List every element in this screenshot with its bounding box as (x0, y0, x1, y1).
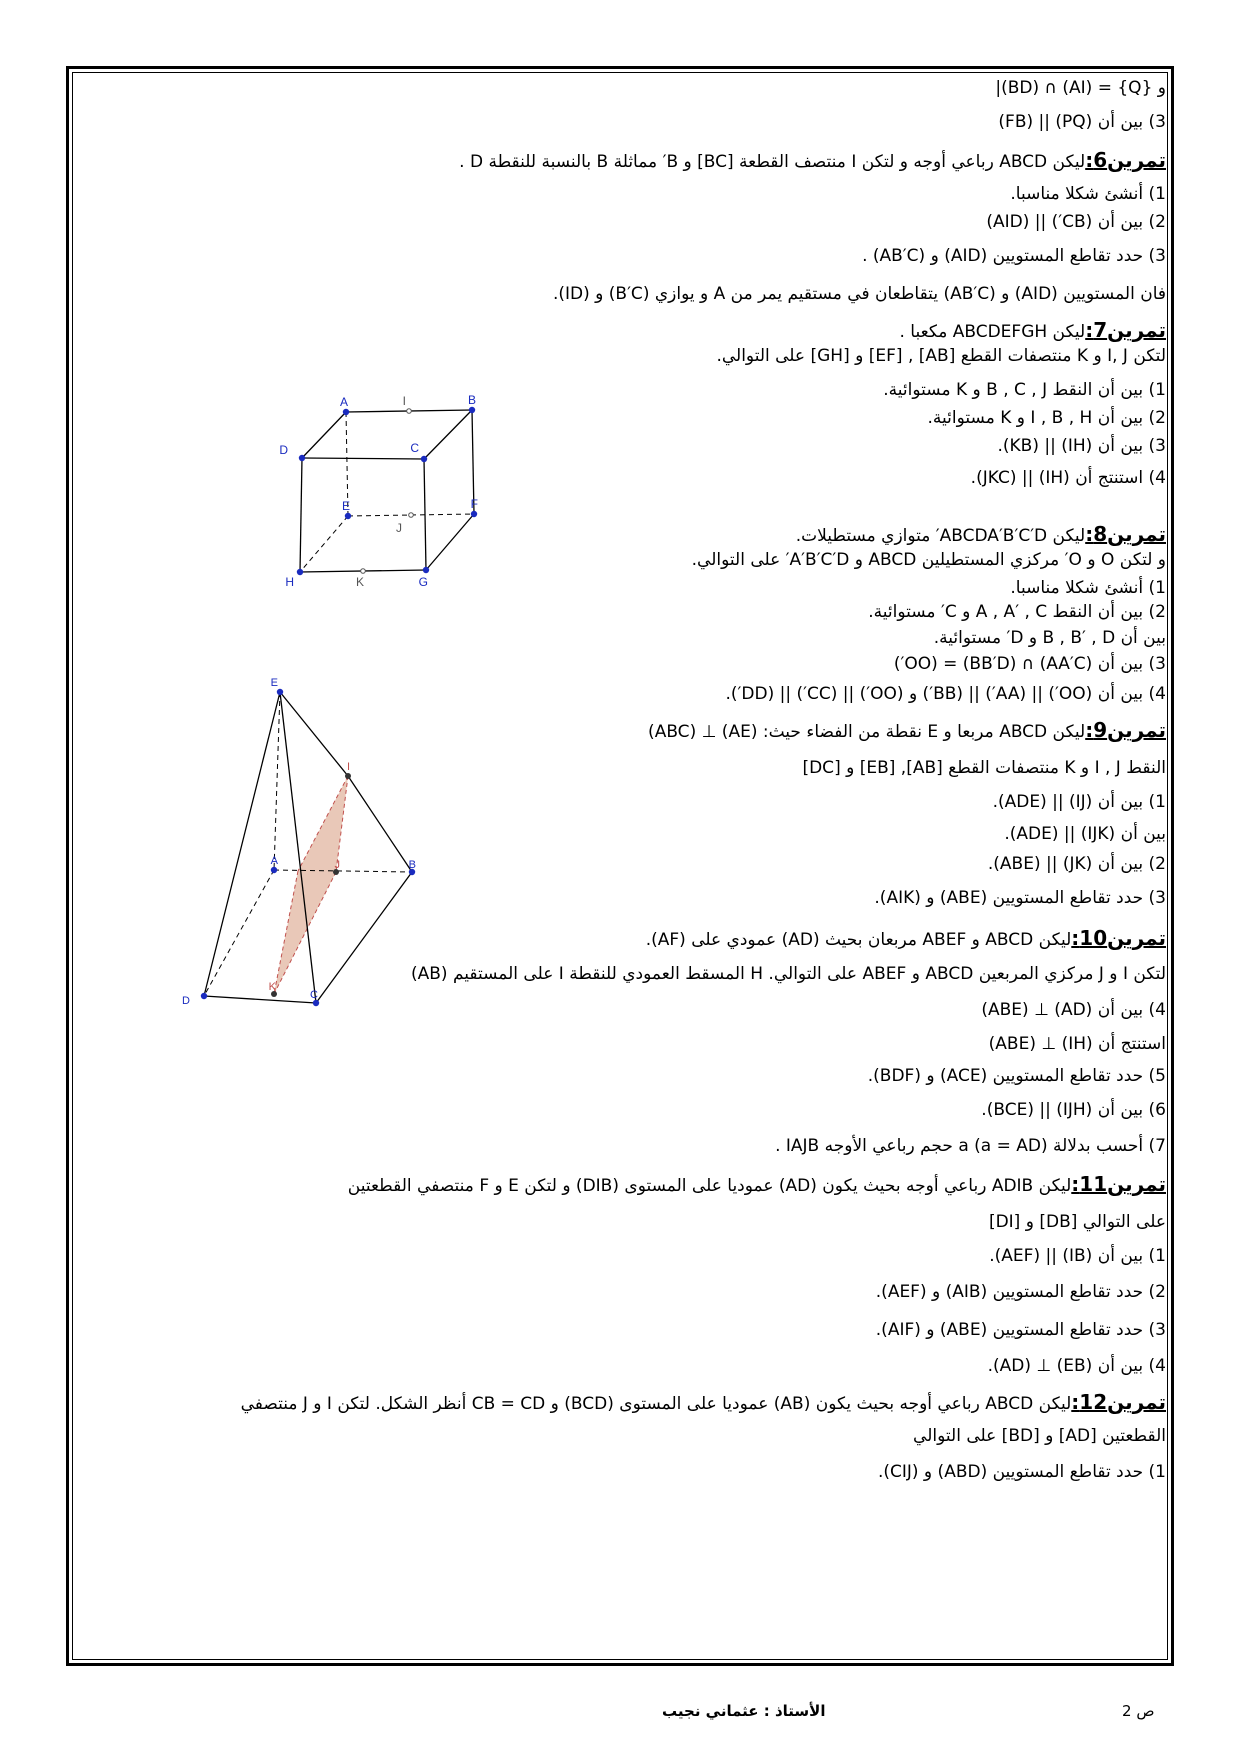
line-text: 4) بين أن (OO′) || (AA′) || (BB′) و (OO′) || (CC′) || (DD′). (725, 684, 1166, 704)
point-C (421, 456, 427, 462)
point-J (409, 513, 414, 518)
exercise-line (868, 602, 1166, 622)
point-H (297, 569, 303, 575)
line-text: ليكن ABCD رباعي أوجه و لتكن I منتصف القطعة [BC] و B′ مماثلة B بالنسبة للنقطة D . (459, 152, 1086, 172)
exercise-line (928, 408, 1166, 428)
exercise-heading-line (459, 148, 1166, 172)
exercise-heading-line (900, 318, 1167, 342)
exercise-line (989, 1246, 1166, 1266)
line-text: 2) بين أن النقط A , A′ , C و C′ مستوائية. (868, 602, 1166, 622)
label-B: B (408, 859, 416, 871)
label-J: J (334, 859, 340, 871)
cube-figure (279, 388, 560, 598)
teacher-name: الأستاذ : عثماني نجيب (662, 1702, 826, 1720)
line-text: 6) بين أن (IJH) || (BCE). (981, 1100, 1166, 1120)
line-text: و {Q} = (AI) ∩ (BD)| (995, 78, 1166, 98)
label-G: G (418, 575, 428, 589)
line-text: و لتكن O و O′ مركزي المستطيلين ABCD و A′B′C′D′ على التوالي. (691, 550, 1166, 570)
line-text: 2) بين أن (JK) || (ABE). (987, 854, 1166, 874)
line-text: 7) أحسب بدلالة a (a = AD) حجم رباعي الأوجه IAJB . (775, 1136, 1166, 1156)
label-E: E (270, 677, 278, 689)
exercise-line (878, 1462, 1166, 1482)
label-K: K (268, 981, 276, 993)
label-C: C (310, 989, 318, 1001)
line-text: 2) حدد تقاطع المستويين (AIB) و (AEF). (875, 1282, 1166, 1302)
exercise-line (913, 1426, 1166, 1446)
label-F: F (470, 497, 478, 511)
line-text: بين أن (IJK) || (ADE). (1004, 824, 1166, 844)
exercise-line (876, 1320, 1166, 1340)
point-I (407, 409, 412, 414)
exercise-line (1010, 184, 1166, 204)
line-text: 3) بين أن (PQ) || (FB) (998, 112, 1166, 132)
label-I: I (402, 394, 406, 408)
exercise-line (874, 888, 1166, 908)
page-number: ص 2 (1122, 1702, 1155, 1720)
line-text: 1) بين أن النقط B , C , J و K مستوائية. (883, 380, 1166, 400)
exercise-title: تمرين12: (1071, 1390, 1166, 1414)
exercise-line (986, 212, 1166, 232)
line-text: ليكن ABCDEFGH مكعبا . (899, 322, 1086, 342)
exercise-line (894, 654, 1166, 674)
line-text: 3) حدد تقاطع المستويين (ABE) و (AIK). (874, 888, 1166, 908)
exercise-line (862, 246, 1166, 266)
label-D: D (182, 995, 190, 1007)
line-text: 5) حدد تقاطع المستويين (ACE) و (BDF). (867, 1066, 1166, 1086)
pyramid-figure (176, 676, 446, 1016)
line-text: 3) بين أن (IH) || (KB). (997, 436, 1166, 456)
exercise-heading-line (241, 1390, 1166, 1414)
line-text: النقط I , J و K منتصفات القطع [AB], [EB] و [DC] (802, 758, 1166, 778)
exercise-line (998, 112, 1166, 132)
exercise-line (775, 1136, 1166, 1156)
line-text: القطعتين [AD] و [BD] على التوالي (913, 1426, 1166, 1446)
line-text: 4) بين أن (AD) ⊥ (ABE) (981, 1000, 1166, 1020)
line-text: ليكن ABCD رباعي أوجه بحيث يكون (AB) عموديا على المستوى (BCD) و CB = CD أنظر الشكل. لتكن I و J منتصفي (240, 1394, 1072, 1414)
line-text: 3) حدد تقاطع المستويين (ABE) و (AIF). (875, 1320, 1166, 1340)
exercise-title: تمرين6: (1085, 148, 1166, 172)
line-text: 3) بين أن (AA′C) ∩ (BB′D) = (OO′) (893, 654, 1166, 674)
exercise-title: تمرين10: (1071, 926, 1166, 950)
point-A (343, 409, 349, 415)
point-F (471, 511, 477, 517)
exercise-line (989, 1034, 1166, 1054)
line-text: 2) بين أن I , B , H و K مستوائية. (927, 408, 1166, 428)
exercise-heading-line (648, 718, 1166, 742)
exercise-title: تمرين9: (1085, 718, 1166, 742)
label-K: K (355, 575, 364, 589)
line-text: 4) استنتج أن (IH) || (JKC). (970, 468, 1166, 488)
point-K (361, 569, 366, 574)
line-text: ليكن ABCDA′B′C′D′ متوازي مستطيلات. (795, 526, 1086, 546)
exercise-line (997, 436, 1166, 456)
label-B: B (467, 393, 476, 407)
point-E (277, 689, 283, 695)
line-text: 3) حدد تقاطع المستويين (AID) و (AB′C) . (862, 246, 1166, 266)
exercise-title: تمرين8: (1085, 522, 1166, 546)
line-text: 1) أنشئ شكلا مناسبا. (1010, 578, 1166, 598)
line-text: 4) بين أن (EB) ⊥ (AD). (987, 1356, 1166, 1376)
exercise-line (971, 468, 1166, 488)
label-C: C (410, 441, 419, 455)
exercise-line (993, 792, 1166, 812)
line-text: [DI] و [DB] على التوالي (988, 1212, 1166, 1232)
exercise-heading-line (796, 522, 1166, 546)
line-text: لتكن I, J و K منتصفات القطع [AB] , [EF] و [GH] على التوالي. (716, 346, 1166, 366)
label-H: H (285, 575, 294, 589)
line-text: ليكن ABCD مربعا و E نقطة من الفضاء حيث: (AE) ⊥ (ABC) (648, 722, 1086, 742)
exercise-line (876, 1282, 1166, 1302)
point-D (299, 455, 305, 461)
exercise-line (553, 284, 1166, 304)
line-text: استنتج أن (IH) ⊥ (ABE) (988, 1034, 1166, 1054)
exercise-line (989, 1212, 1166, 1232)
point-I (345, 773, 351, 779)
line-text: 1) بين أن (IJ) || (ADE). (992, 792, 1166, 812)
point-A (271, 867, 277, 873)
label-A: A (270, 855, 278, 867)
line-text: 1) أنشئ شكلا مناسبا. (1010, 184, 1166, 204)
exercise-heading-line (646, 926, 1166, 950)
exercise-line (988, 854, 1166, 874)
exercise-line (726, 684, 1166, 704)
exercise-line (868, 1066, 1166, 1086)
line-text: ليكن ABCD و ABEF مربعان بحيث (AD) عمودي على (AF). (645, 930, 1072, 950)
exercise-line (1004, 824, 1166, 844)
exercise-title: تمرين11: (1071, 1172, 1166, 1196)
exercise-line (411, 964, 1166, 984)
exercise-title: تمرين7: (1085, 318, 1166, 342)
label-D: D (279, 443, 288, 457)
exercise-heading-line (348, 1172, 1166, 1196)
exercise-line (981, 1000, 1166, 1020)
exercise-line (883, 380, 1166, 400)
exercise-line (802, 758, 1166, 778)
label-E: E (341, 499, 350, 513)
line-text: ليكن ADIB رباعي أوجه بحيث يكون (AD) عموديا على المستوى (DIB) و لتكن E و F منتصفي القطعتين (347, 1176, 1072, 1196)
line-text: 1) حدد تقاطع المستويين (ABD) و (CIJ). (877, 1462, 1166, 1482)
point-B (469, 407, 475, 413)
point-G (423, 567, 429, 573)
line-text: لتكن I و J مركزي المربعين ABCD و ABEF على التوالي. H المسقط العمودي للنقطة I على المستقيم (AB) (410, 964, 1166, 984)
line-text: بين أن B , B′ , D و D′ مستوائية. (933, 628, 1166, 648)
label-J: J (396, 521, 402, 535)
exercise-line (1010, 578, 1166, 598)
line-text: فان المستويين (AID) و (AB′C) يتقاطعان في مستقيم يمر من A و يوازي (B′C) و (ID). (552, 284, 1166, 304)
point-D (201, 993, 207, 999)
exercise-line (934, 628, 1166, 648)
exercise-line (988, 1356, 1166, 1376)
label-I: I (346, 761, 350, 773)
exercise-line (692, 550, 1166, 570)
exercise-line (981, 1100, 1166, 1120)
line-text: 2) بين أن (CB′) || (AID) (986, 212, 1166, 232)
point-E (345, 513, 351, 519)
exercise-line (716, 346, 1166, 366)
exercise-line (995, 78, 1166, 98)
line-text: 1) بين أن (IB) || (AEF). (989, 1246, 1166, 1266)
label-A: A (339, 395, 348, 409)
